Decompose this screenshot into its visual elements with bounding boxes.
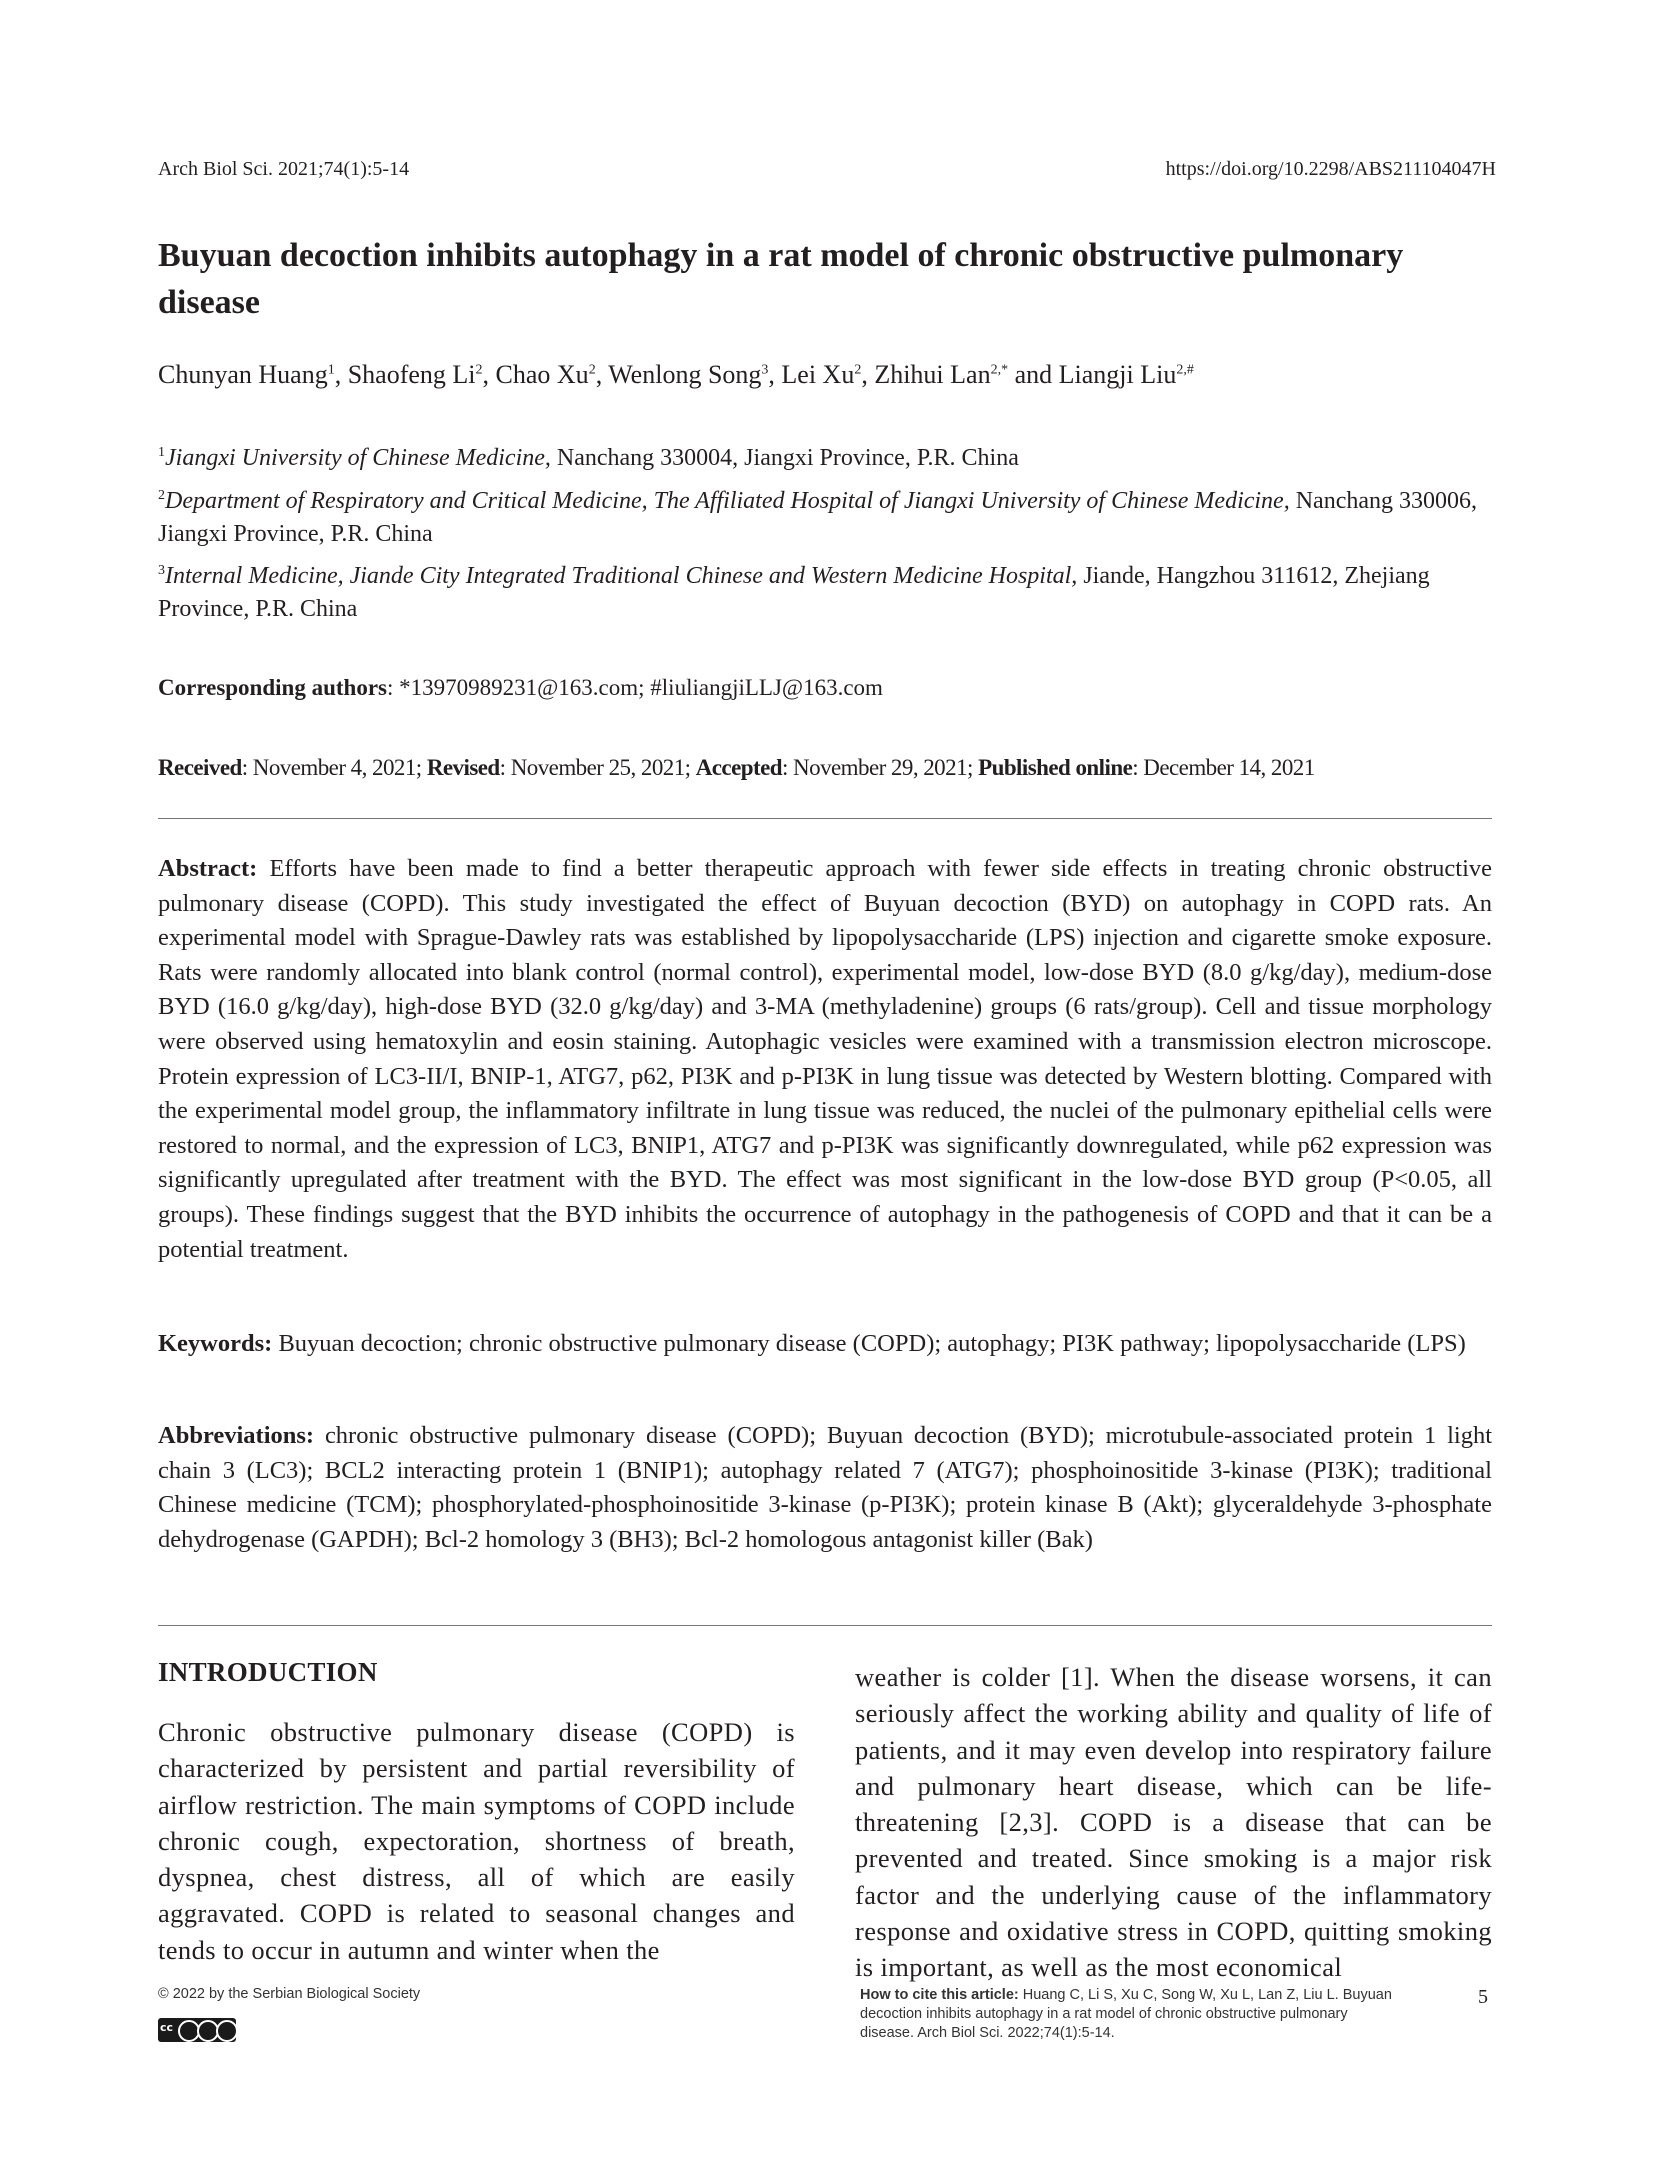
keywords [158,1327,1492,1362]
affiliation-number: 3 [158,563,165,578]
corresponding-emails[interactable]: : *13970989231@163.com; #liuliangjiLLJ@163.com [386,675,883,700]
citation-note [860,1986,1400,2043]
keywords-label: Keywords: [158,1330,273,1357]
article-dates [158,752,1315,784]
introduction-column-1: Chronic obstructive pulmonary disease (COPD) is characterized by persistent and partial reversibility of airflow restriction. The main symptoms of COPD include chronic cough, expectoration, shortness of breath, dyspnea, chest distress, all of which are easily aggravated. COPD is related to seasonal changes and tends to occur in autumn and winter when the [158,1717,795,1965]
author-affiliation-mark: 1 [327,362,335,378]
affiliation-3 [158,560,1492,626]
abbreviations-text: chronic obstructive pulmonary disease (COPD); Buyuan decoction (BYD); microtubule-associated protein 1 light chain 3 (LC3); BCL2 interacting protein 1 (BNIP1); autophagy related 7 (ATG7); phosphoinositide 3-kinase (PI3K); traditional Chinese medicine (TCM); phosphorylated-phosphoinositide 3-kinase (p-PI3K); protein kinase B (Akt); glyceraldehyde 3-phosphate dehydrogenase (GAPDH); Bcl-2 homology 3 (BH3); Bcl-2 homologous antagonist killer (Bak) [158,1422,1492,1553]
cite-label: How to cite this article: [860,1987,1019,2003]
affiliation-number: 1 [158,445,165,460]
affiliation-number: 2 [158,488,165,503]
affiliation-institution: Internal Medicine, Jiande City Integrated Traditional Chinese and Western Medicine Hospital, [165,563,1078,589]
accepted-label: Accepted [695,755,783,780]
author-name: Lei Xu [781,360,855,389]
revised-date: : November 25, 2021; [499,755,696,780]
author-name: Chao Xu [495,360,589,389]
journal-reference: Arch Biol Sci. 2021;74(1):5-14 [158,158,410,180]
affiliation-address: Jiande, Hangzhou 311612, Zhejiang Province, P.R. China [158,563,1430,622]
abbreviations-label: Abbreviations: [158,1422,315,1449]
accepted-date: : November 29, 2021; [782,755,979,780]
affiliation-institution: Jiangxi University of Chinese Medicine, [165,445,551,471]
author-conjunction: and [1014,360,1053,389]
received-date: : November 4, 2021; [241,755,427,780]
section-heading-introduction: INTRODUCTION [158,1657,378,1687]
corresponding-label: Corresponding authors [158,675,387,700]
page-number: 5 [1478,1986,1488,2008]
introduction-column-2: weather is colder [1]. When the disease worsens, it can seriously affect the working ability and quality of life of patients, and it may even develop into respiratory failure and pulmonary heart disease, which can be life-threatening [2,3]. COPD is a disease that can be prevented and treated. Since smoking is a major risk factor and the underlying cause of the inflammatory response and oxidative stress in COPD, quitting smoking is important, as well as the most economical [855,1662,1492,1983]
author-affiliation-mark: 2 [588,362,596,378]
author-name: Liangji Liu [1058,360,1177,389]
author-name: Wenlong Song [608,360,762,389]
affiliation-2 [158,485,1492,551]
author-name: Shaofeng Li [347,360,476,389]
affiliation-address: Nanchang 330004, Jiangxi Province, P.R. China [556,445,1019,471]
published-date: : December 14, 2021 [1132,755,1315,780]
nd-icon [216,2020,238,2042]
author-affiliation-mark: 2 [854,362,862,378]
abstract-label: Abstract: [158,855,258,882]
author-affiliation-mark: 2,# [1176,362,1194,378]
author-affiliation-mark: 2 [475,362,483,378]
affiliation-1 [158,442,1492,475]
revised-label: Revised [426,755,500,780]
author-affiliation-mark: 2,* [990,362,1009,378]
article-title: Buyuan decoction inhibits autophagy in a rat model of chronic obstructive pulmonary disease [158,237,1404,321]
corresponding-authors [158,672,883,704]
affiliation-address: Nanchang 330006, Jiangxi Province, P.R. China [158,488,1478,547]
published-label: Published online [978,755,1133,780]
cc-by-nc-nd-icon[interactable] [158,2018,236,2042]
author-name: Chunyan Huang [158,360,328,389]
copyright-notice: © 2022 by the Serbian Biological Society [158,1986,421,2002]
doi-link[interactable]: https://doi.org/10.2298/ABS211104047H [1165,158,1496,180]
author-name: Zhihui Lan [874,360,991,389]
divider [158,818,1492,819]
received-label: Received [158,755,242,780]
affiliation-institution: Department of Respiratory and Critical Medicine, The Affiliated Hospital of Jiangxi University of Chinese Medicine, [165,488,1290,514]
author-list: Chunyan Huang$^1$, Shaofeng Li$^2$, Chao Xu$^2$, Wenlong Song$^3$, Lei Xu$^2$, Zhihui Lan$^{2,*}$ and Liangji Liu$^{2,\#}$ [158,360,1194,389]
cite-text: Huang C, Li S, Xu C, Song W, Xu L, Lan Z, Liu L. Buyuan decoction inhibits autophagy in a rat model of chronic obstructive pulmonary disease. Arch Biol Sci. 2022;74(1):5-14. [860,1987,1392,2041]
cc-icon-text: cc [160,2021,174,2034]
author-affiliation-mark: 3 [761,362,769,378]
abbreviations [158,1419,1492,1557]
divider [158,1625,1492,1626]
abstract-text: Efforts have been made to find a better therapeutic approach with fewer side effects in treating chronic obstructive pulmonary disease (COPD). This study investigated the effect of Buyuan decoction (BYD) on autophagy in COPD rats. An experimental model with Sprague-Dawley rats was established by lipopolysaccharide (LPS) injection and cigarette smoke exposure. Rats were randomly allocated into blank control (normal control), experimental model, low-dose BYD (8.0 g/kg/day), medium-dose BYD (16.0 g/kg/day), high-dose BYD (32.0 g/kg/day) and 3-MA (methyladenine) groups (6 rats/group). Cell and tissue morphology were observed using hematoxylin and eosin staining. Autophagic vesicles were examined with a transmission electron microscope. Protein expression of LC3-II/I, BNIP-1, ATG7, p62, PI3K and p-PI3K in lung tissue was detected by Western blotting. Compared with the experimental model group, the inflammatory infiltrate in lung tissue was reduced, the nuclei of the pulmonary epithelial cells were restored to normal, and the expression of LC3, BNIP1, ATG7 and p-PI3K was significantly downregulated, while p62 expression was significantly upregulated after treatment with the BYD. The effect was most significant in the low-dose BYD group (P<0.05, all groups). These findings suggest that the BYD inhibits the occurrence of autophagy in the pathogenesis of COPD and that it can be a potential treatment. [158,855,1493,1263]
keywords-text: Buyuan decoction; chronic obstructive pulmonary disease (COPD); autophagy; PI3K pathway; lipopolysaccharide (LPS) [278,1330,1466,1357]
abstract [158,852,1492,1267]
